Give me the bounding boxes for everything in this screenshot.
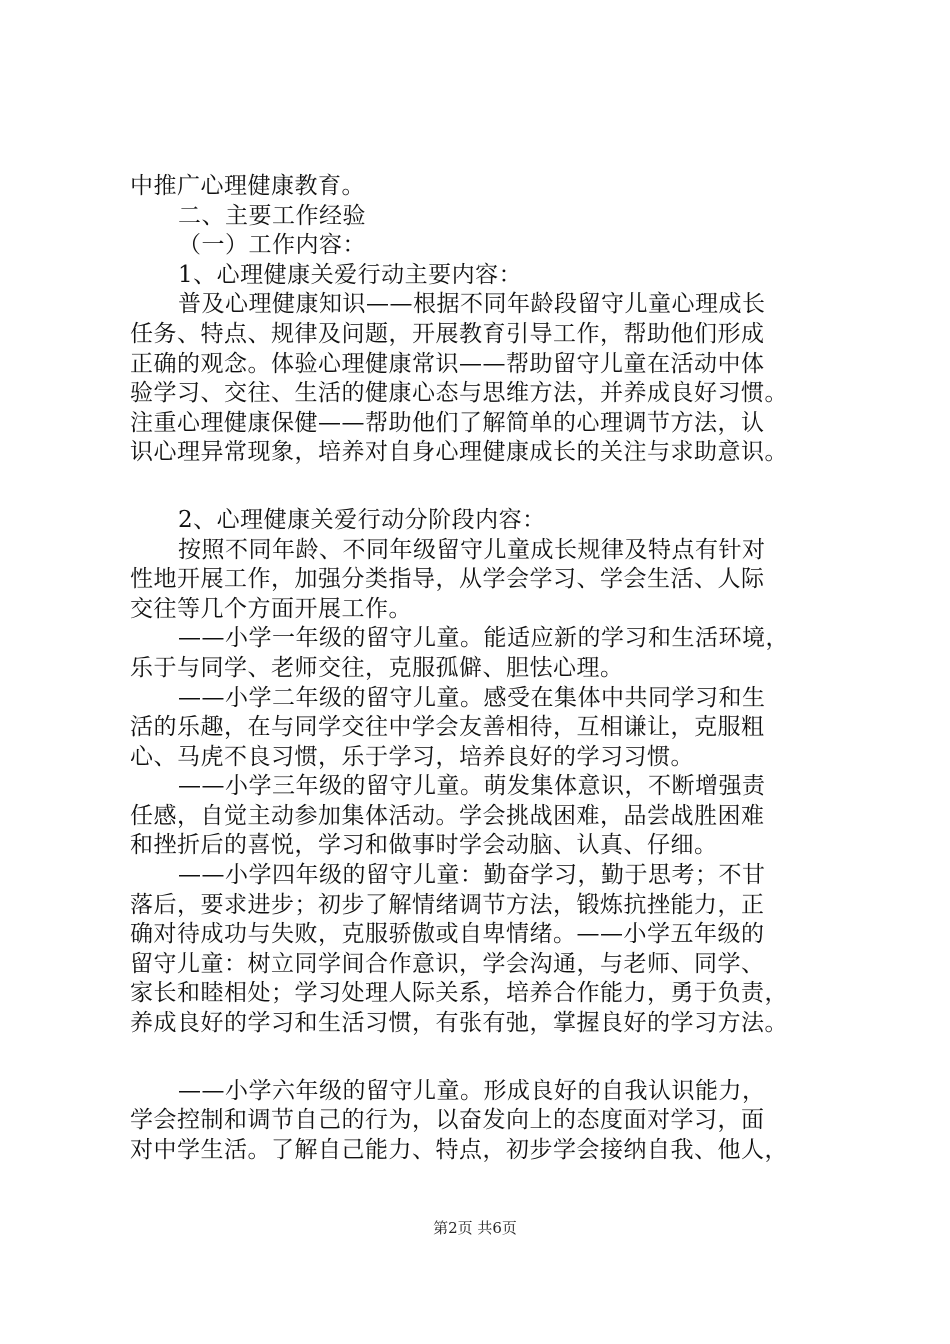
text-line: 1、心理健康关爱行动主要内容： xyxy=(178,261,523,288)
page-footer: 第2页 共6页 xyxy=(433,1219,517,1237)
text-line: 和挫折后的喜悦，学习和做事时学会动脑、认真、仔细。 xyxy=(130,832,718,859)
text-line: 2、心理健康关爱行动分阶段内容： xyxy=(178,506,546,533)
text-line: 对中学生活。了解自己能力、特点，初步学会接纳自我、他人， xyxy=(130,1136,788,1163)
text-line: 留守儿童：树立同学间合作意识，学会沟通，与老师、同学、 xyxy=(130,950,765,977)
text-line: ——小学三年级的留守儿童。萌发集体意识，不断增强责 xyxy=(178,773,766,800)
text-line: 学会控制和调节自己的行为，以奋发向上的态度面对学习，面 xyxy=(130,1107,765,1134)
text-line: 任感，自觉主动参加集体活动。学会挑战困难，品尝战胜困难 xyxy=(130,802,765,829)
text-line: 普及心理健康知识——根据不同年龄段留守儿童心理成长 xyxy=(178,291,766,318)
paragraph-gap xyxy=(130,1039,850,1077)
text-line: 家长和睦相处；学习处理人际关系，培养合作能力，勇于负责， xyxy=(130,980,788,1007)
text-line: 中推广心理健康教育。 xyxy=(130,173,365,199)
text-line: 交往等几个方面开展工作。 xyxy=(130,595,412,622)
text-line: 任务、特点、规律及问题，开展教育引导工作，帮助他们形成 xyxy=(130,320,765,347)
text-line: （一）工作内容： xyxy=(178,232,366,259)
document-body xyxy=(130,172,850,1165)
text-line: 验学习、交往、生活的健康心态与思维方法，并养成良好习惯。 xyxy=(130,380,788,407)
text-line: 心、马虎不良习惯，乐于学习，培养良好的学习习惯。 xyxy=(130,743,694,770)
paragraph-gap xyxy=(130,468,850,506)
text-line: ——小学六年级的留守儿童。形成良好的自我认识能力， xyxy=(178,1077,766,1104)
text-line: 性地开展工作，加强分类指导，从学会学习、学会生活、人际 xyxy=(130,566,765,593)
text-line: 正确的观念。体验心理健康常识——帮助留守儿童在活动中体 xyxy=(130,350,765,377)
text-line: 确对待成功与失败，克服骄傲或自卑情绪。——小学五年级的 xyxy=(130,921,765,948)
text-line: 注重心理健康保健——帮助他们了解简单的心理调节方法，认 xyxy=(130,409,765,436)
text-line: 活的乐趣，在与同学交往中学会友善相待，互相谦让，克服粗 xyxy=(130,714,765,741)
text-line: 落后，要求进步；初步了解情绪调节方法，锻炼抗挫能力，正 xyxy=(130,891,765,918)
text-line: 按照不同年龄、不同年级留守儿童成长规律及特点有针对 xyxy=(178,536,766,563)
text-line: 乐于与同学、老师交往，克服孤僻、胆怯心理。 xyxy=(130,654,624,681)
text-line: 二、主要工作经验 xyxy=(178,202,366,229)
text-line: 养成良好的学习和生活习惯，有张有弛，掌握良好的学习方法。 xyxy=(130,1010,788,1037)
text-line: ——小学二年级的留守儿童。感受在集体中共同学习和生 xyxy=(178,684,766,711)
text-line: ——小学一年级的留守儿童。能适应新的学习和生活环境， xyxy=(178,625,789,652)
text-line: ——小学四年级的留守儿童：勤奋学习，勤于思考；不甘 xyxy=(178,862,766,889)
text-line: 识心理异常现象，培养对自身心理健康成长的关注与求助意识。 xyxy=(130,439,788,466)
